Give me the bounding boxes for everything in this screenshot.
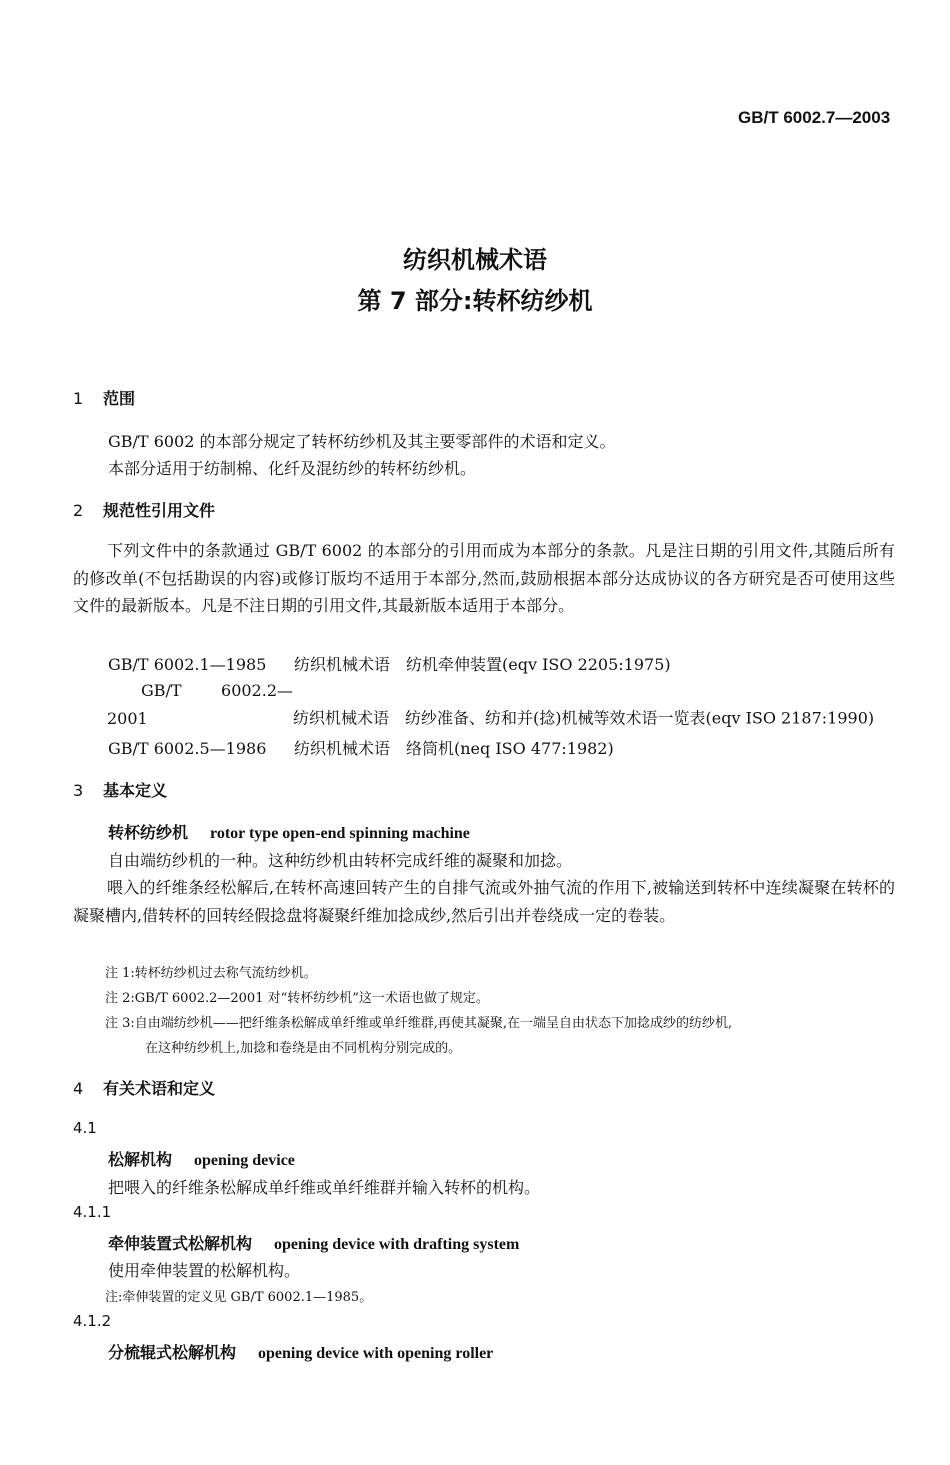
- term-english: opening device: [194, 1152, 295, 1169]
- term-english: opening device with drafting system: [274, 1236, 520, 1253]
- section-2-heading: [73, 498, 215, 521]
- note: 注 2:GB/T 6002.2—2001 对“转杯纺纱机”这一术语也做了规定。: [105, 991, 489, 1006]
- clause-number: 4.1.1: [73, 1203, 112, 1221]
- paragraph: 本部分适用于纺制棉、化纤及混纺纱的转杯纺纱机。: [108, 459, 477, 478]
- clause-number: 4.1.2: [73, 1312, 112, 1330]
- reference-code: GB/T 6002.1—1985: [108, 655, 267, 674]
- term-entry: [108, 1147, 295, 1170]
- term-entry: [108, 1340, 493, 1363]
- term-entry: [108, 1231, 519, 1254]
- section-number: 4: [73, 1079, 84, 1098]
- note: 注 1:转杯纺纱机过去称气流纺纱机。: [105, 966, 317, 981]
- reference-entry: [108, 652, 671, 675]
- reference-title: 纺织机械术语 纺纱准备、纺和并(捻)机械等效术语一览表(eqv ISO 2187:1990): [293, 708, 875, 728]
- standard-number: GB/T 6002.7—2003: [738, 108, 891, 127]
- document-subtitle: 第 7 部分:转杯纺纱机: [357, 287, 593, 315]
- section-title: 有关术语和定义: [103, 1079, 216, 1098]
- note-continuation: 在这种纺纱机上,加捻和卷绕是由不同机构分别完成的。: [145, 1041, 462, 1056]
- section-1-heading: [73, 386, 135, 409]
- definition: 把喂入的纤维条松解成单纤维或单纤维群并输入转杯的机构。: [108, 1178, 541, 1197]
- paragraph: 下列文件中的条款通过 GB/T 6002 的本部分的引用而成为本部分的条款。凡是注日期的引用文件,其随后所有的修改单(不包括勘误的内容)或修订版均不适用于本部分,然而,鼓励根据本部分达成协议的各方研究是否可使用这些文件的最新版本。凡是不注日期的引用文件,其最新版本适用于本部分。: [73, 541, 895, 615]
- section-number: 2: [73, 501, 84, 520]
- term-english: rotor type open-end spinning machine: [210, 825, 470, 842]
- term-entry: [108, 820, 470, 843]
- note: 注:牵伸装置的定义见 GB/T 6002.1—1985。: [105, 1290, 373, 1305]
- reference-title: 纺织机械术语 络筒机(neq ISO 477:1982): [294, 739, 614, 758]
- term-english: opening device with opening roller: [258, 1345, 494, 1362]
- reference-title: 纺织机械术语 纺机牵伸装置(eqv ISO 2205:1975): [294, 655, 671, 674]
- document-title: 纺织机械术语: [403, 246, 547, 274]
- definition: 自由端纺纱机的一种。这种纺纱机由转杯完成纤维的凝聚和加捻。: [108, 851, 573, 870]
- section-number: 1: [73, 389, 84, 408]
- section-title: 规范性引用文件: [103, 501, 216, 520]
- term-chinese: 松解机构: [108, 1150, 173, 1169]
- term-chinese: 牵伸装置式松解机构: [108, 1234, 253, 1253]
- definition: 喂入的纤维条经松解后,在转杯高速回转产生的自排气流或外抽气流的作用下,被输送到转杯中连续凝聚在转杯的凝聚槽内,借转杯的回转经假捻盘将凝聚纤维加捻成纱,然后引出并卷绕成一定的卷装。: [73, 878, 895, 925]
- definition: 使用牵伸装置的松解机构。: [108, 1261, 301, 1280]
- section-title: 范围: [103, 389, 136, 408]
- reference-entry: [108, 736, 614, 759]
- reference-entry: [73, 677, 895, 732]
- reference-code: GB/T 6002.5—1986: [108, 739, 267, 758]
- paragraph: GB/T 6002 的本部分规定了转杯纺纱机及其主要零部件的术语和定义。: [108, 432, 616, 451]
- term-chinese: 转杯纺纱机: [108, 823, 189, 842]
- section-number: 3: [73, 781, 84, 800]
- reference-code: GB/T 6002.2—2001: [107, 681, 293, 728]
- note: 注 3:自由端纺纱机——把纤维条松解成单纤维或单纤维群,再使其凝聚,在一端呈自由状态下加捻成纱的纺纱机,: [105, 1016, 733, 1031]
- clause-number: 4.1: [73, 1119, 97, 1137]
- section-4-heading: [73, 1076, 215, 1099]
- term-chinese: 分梳辊式松解机构: [108, 1343, 237, 1362]
- section-3-heading: [73, 778, 167, 801]
- section-title: 基本定义: [103, 781, 168, 800]
